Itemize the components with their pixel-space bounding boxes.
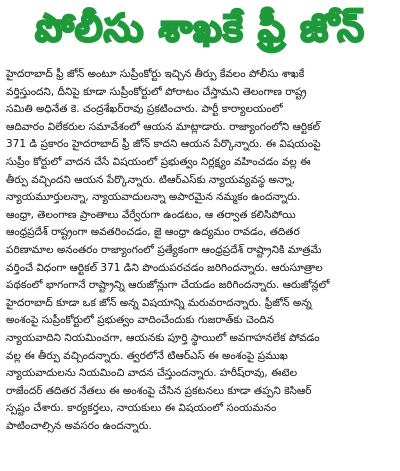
- article-body: [6, 66, 394, 466]
- article-line: అంశంపై సుప్రీంకోర్టులో ప్రభుత్వం వాదించేందుకు గుజరాత్‌కు చెందిన: [6, 314, 274, 327]
- article-line: హైదరాబాద్ కూడా ఒక జోన్ అన్న విషయాన్ని మరువరాదన్నారు. ఫ్రీజోన్ అన్న: [6, 296, 312, 309]
- article-line: తీర్పు వచ్చిందని ఆయన పేర్కొన్నారు. టిఆర్‌ఎస్‌కు న్యాయవ్యవస్థ అన్నా,: [6, 173, 295, 186]
- article-line: వర్తిస్తుందని, దీనిపై కూడా సుప్రీంకోర్టులో పోరాటం చేస్తామని తెలంగాణ రాష్ట్ర: [6, 85, 307, 98]
- article-line: ఆదివారం విలేకరుల సమావేశంలో ఆయన మాట్లాడారు. రాజ్యాంగంలోని ఆర్టికల్: [6, 120, 321, 133]
- article-line: న్యాయవాదులను నియమించి వాదన చేస్తుందన్నారు. హరీష్‌రావు, ఈటెల: [6, 367, 298, 380]
- article-line: 371 డి ప్రకారం హైదరాబాద్ ఫ్రీ జోన్ కాదని ఆయన పేర్కొన్నారు. ఈ విషయంపై: [6, 138, 321, 151]
- article-line: న్యాయవాదిని నియమించగా, ఆయనకు పూర్తి స్థాయిలో అవగాహనలేక పోవడం: [6, 331, 320, 344]
- article-line: పాటించాల్సిన అవసరం ఉందన్నారు.: [6, 419, 152, 432]
- article-line: హైదరాబాద్ ఫ్రీ జోన్ అంటూ సుప్రీంకోర్టు ఇచ్చిన తీర్పు కేవలం పోలీసు శాఖకే: [6, 68, 305, 80]
- article-line: రాజేందర్ తదితర నేతలు ఈ అంశంపై చేసిన ప్రకటనలు కూడా తప్పని కెసిఆర్: [6, 384, 312, 397]
- article-line: పథకంలో భాగంగానే రాష్ట్రాన్ని ఆరుజోన్లుగా చేయడం జరిగిందన్నారు. ఆరుజోన్లలో: [6, 279, 330, 292]
- article-line: పరిణామాల అనంతరం రాజ్యాంగంలో ప్రత్యేకంగా ఆంధ్రప్రదేశ్ రాష్ట్రానికి మాత్రమే: [6, 243, 322, 256]
- article-line: వర్తించే విధంగా ఆర్టికల్ 371 డిని పొందుపరచడం జరిగిందన్నారు. ఆరుసూత్రాల: [6, 261, 323, 274]
- article-line: వల్ల ఈ తీర్పు వచ్చిందన్నారు. త్వరలోనే టిఆర్‌ఎస్ ఈ అంశంపై ప్రముఖ: [6, 349, 288, 362]
- article-line: న్యాయమూర్తులన్నా, న్యాయవాదులన్నా అపారమైన నమ్మకం ఉందన్నారు.: [6, 191, 301, 204]
- article-line: స్పష్టం చేశారు. కార్యకర్తలు, నాయకులు ఈ విషయంలో సంయమనం: [6, 402, 277, 415]
- article-line: సమితి అధినేత కె. చంద్రశేఖర్‌రావు ప్రకటించారు. పార్టీ కార్యాలయంలో: [6, 103, 283, 116]
- article-headline: పోలీసు శాఖకే ఫ్రీ జోన్: [2, 2, 398, 54]
- article-line: ఆంధ్రప్రదేశ్ రాష్ట్రంగా అవతరించడం, జై ఆంధ్రా ఉద్యమం రావడం, తదితర: [6, 226, 300, 239]
- article-line: ఆంధ్రా, తెలంగాణ ప్రాంతాలు వేర్వేరుగా ఉండటం, ఆ తర్వాత కలిసిపోయి: [6, 208, 296, 221]
- article-line: సుప్రీం కోర్టులో వాదన చేసే విషయంలో ప్రభుత్వం నిర్లక్ష్యం వహించడం వల్ల ఈ: [6, 155, 311, 168]
